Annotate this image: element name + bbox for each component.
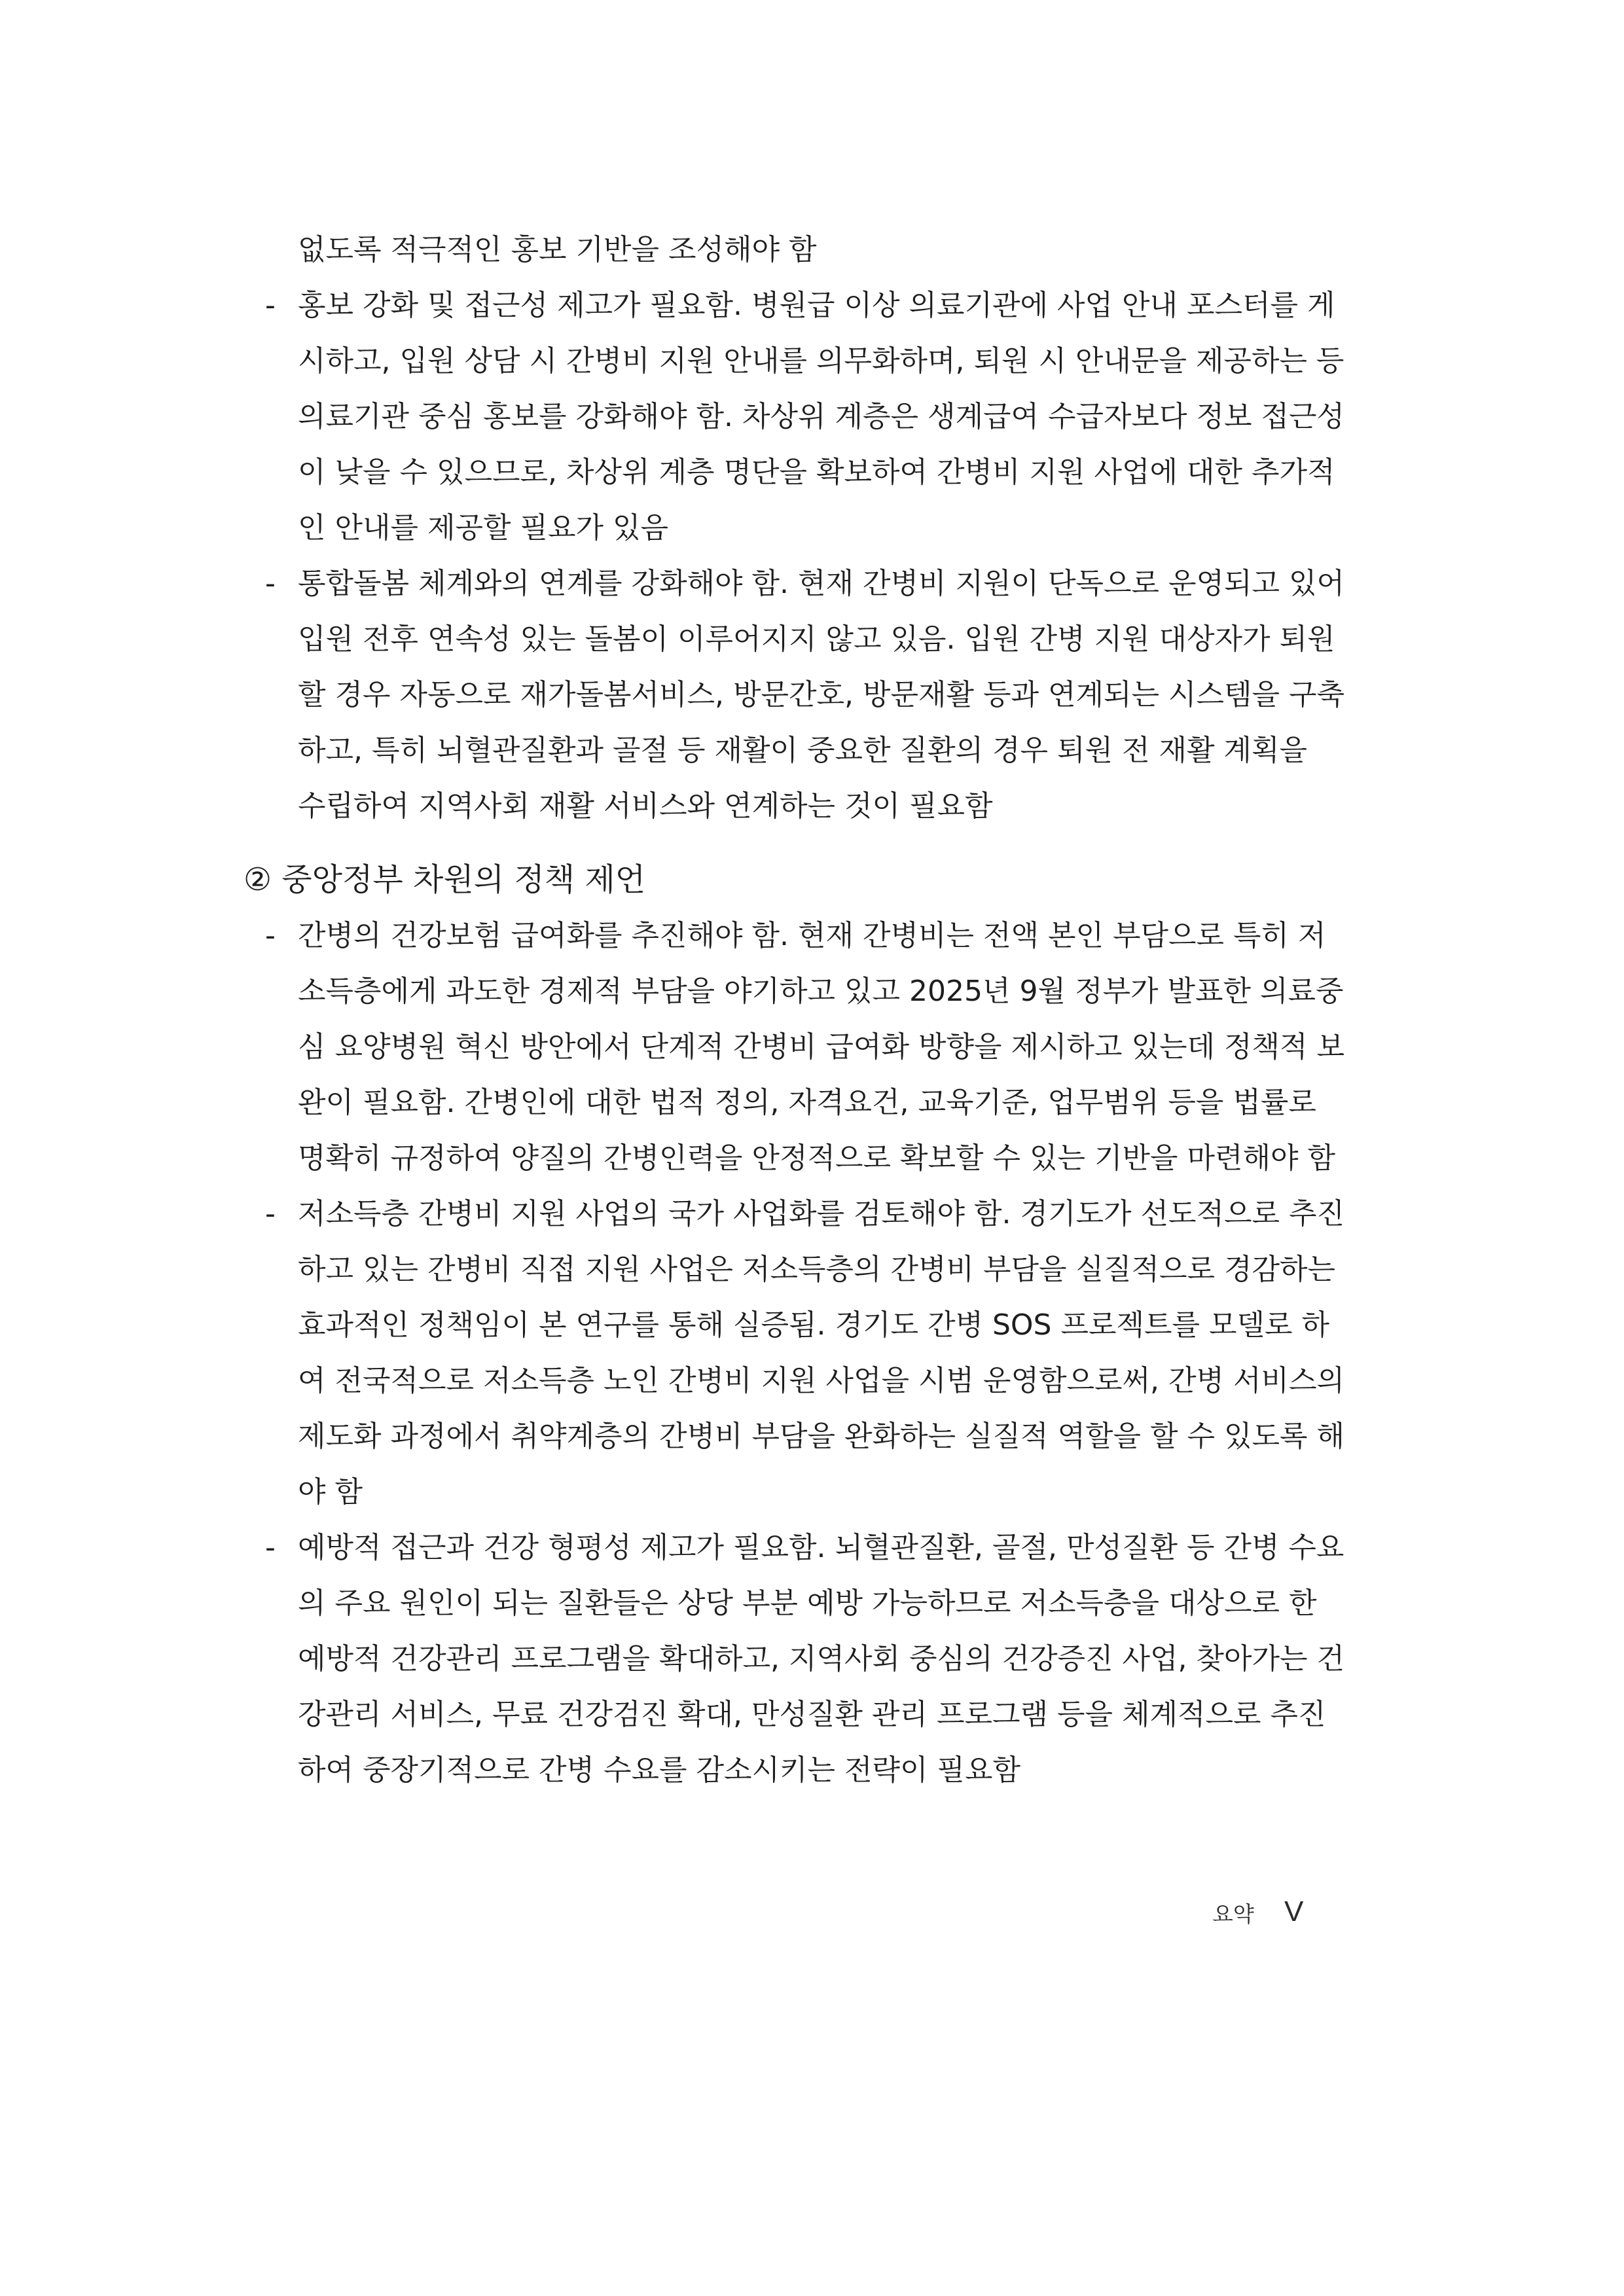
paragraph-line: 의료기관 중심 홍보를 강화해야 함. 차상위 계층은 생계급여 수급자보다 정보 접근성 xyxy=(298,400,1344,433)
paragraph-line: 간병의 건강보험 급여화를 추진해야 함. 현재 간병비는 전액 본인 부담으로 특히 저 xyxy=(298,919,1326,952)
bullet-dash: - xyxy=(265,1197,276,1230)
paragraph-line: 의 주요 원인이 되는 질환들은 상당 부분 예방 가능하므로 저소득층을 대상으로 한 xyxy=(298,1587,1317,1620)
paragraph-line: 예방적 건강관리 프로그램을 확대하고, 지역사회 중심의 건강증진 사업, 찾아가는 건 xyxy=(298,1642,1344,1676)
paragraph-line: 없도록 적극적인 홍보 기반을 조성해야 함 xyxy=(298,233,817,266)
paragraph-line: 강관리 서비스, 무료 건강검진 확대, 만성질환 관리 프로그램 등을 체계적으로 추진 xyxy=(298,1698,1326,1731)
paragraph-line: 소득층에게 과도한 경제적 부담을 야기하고 있고 2025년 9월 정부가 발표한 의료중 xyxy=(298,975,1344,1008)
page-number: V xyxy=(1284,1895,1304,1928)
bullet-dash: - xyxy=(265,919,276,952)
paragraph-line: 할 경우 자동으로 재가돌봄서비스, 방문간호, 방문재활 등과 연계되는 시스템을 구축 xyxy=(298,678,1344,711)
paragraph-line: 시하고, 입원 상담 시 간병비 지원 안내를 의무화하며, 퇴원 시 안내문을 제공하는 등 xyxy=(298,344,1344,378)
paragraph-line: 예방적 접근과 건강 형평성 제고가 필요함. 뇌혈관질환, 골절, 만성질환 등 간병 수요 xyxy=(298,1531,1344,1564)
bullet-dash: - xyxy=(265,567,276,600)
section-heading: ② 중앙정부 차원의 정책 제언 xyxy=(244,861,646,898)
paragraph-line: 이 낮을 수 있으므로, 차상위 계층 명단을 확보하여 간병비 지원 사업에 대한 추가적 xyxy=(298,456,1335,489)
paragraph-line: 통합돌봄 체계와의 연계를 강화해야 함. 현재 간병비 지원이 단독으로 운영되고 있어 xyxy=(298,567,1344,600)
footer-section-label: 요약 xyxy=(1212,1901,1254,1927)
paragraph-line: 하고 있는 간병비 직접 지원 사업은 저소득층의 간병비 부담을 실질적으로 경감하는 xyxy=(298,1253,1335,1286)
bullet-dash: - xyxy=(265,1531,276,1564)
paragraph-line: 저소득층 간병비 지원 사업의 국가 사업화를 검토해야 함. 경기도가 선도적으로 추진 xyxy=(298,1197,1344,1230)
paragraph-line: 하고, 특히 뇌혈관질환과 골절 등 재활이 중요한 질환의 경우 퇴원 전 재활 계획을 xyxy=(298,734,1307,767)
bullet-dash: - xyxy=(265,289,276,322)
paragraph-line: 효과적인 정책임이 본 연구를 통해 실증됨. 경기도 간병 SOS 프로젝트를 모델로 하 xyxy=(298,1308,1329,1342)
paragraph-line: 인 안내를 제공할 필요가 있음 xyxy=(298,511,668,545)
paragraph-line: 입원 전후 연속성 있는 돌봄이 이루어지지 않고 있음. 입원 간병 지원 대상자가 퇴원 xyxy=(298,622,1335,656)
paragraph-line: 여 전국적으로 저소득층 노인 간병비 지원 사업을 시범 운영함으로써, 간병 서비스의 xyxy=(298,1364,1344,1397)
paragraph-line: 명확히 규정하여 양질의 간병인력을 안정적으로 확보할 수 있는 기반을 마련해야 함 xyxy=(298,1141,1335,1175)
paragraph-line: 완이 필요함. 간병인에 대한 법적 정의, 자격요건, 교육기준, 업무범위 등을 법률로 xyxy=(298,1086,1316,1119)
paragraph-line: 심 요양병원 혁신 방안에서 단계적 간병비 급여화 방향을 제시하고 있는데 정책적 보 xyxy=(298,1030,1344,1064)
paragraph-line: 제도화 과정에서 취약계층의 간병비 부담을 완화하는 실질적 역할을 할 수 있도록 해 xyxy=(298,1420,1344,1453)
paragraph-line: 홍보 강화 및 접근성 제고가 필요함. 병원급 이상 의료기관에 사업 안내 포스터를 게 xyxy=(298,289,1335,322)
paragraph-line: 야 함 xyxy=(298,1475,363,1509)
paragraph-line: 수립하여 지역사회 재활 서비스와 연계하는 것이 필요함 xyxy=(298,789,993,823)
paragraph-line: 하여 중장기적으로 간병 수요를 감소시키는 전략이 필요함 xyxy=(298,1753,1021,1787)
